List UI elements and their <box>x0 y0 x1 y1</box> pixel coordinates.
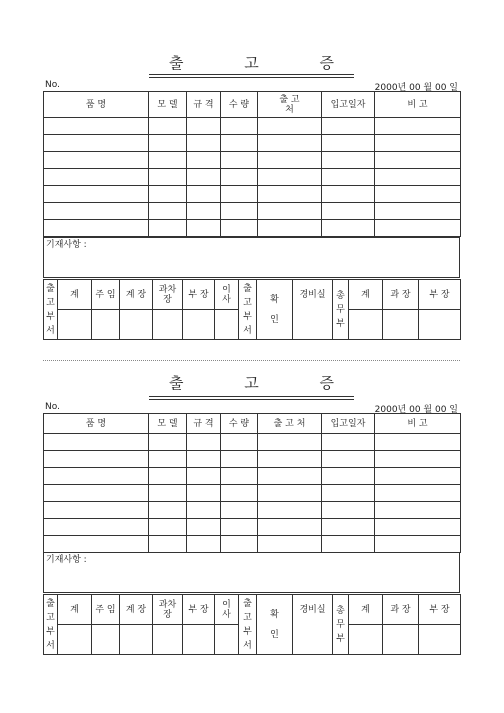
header-spec: 규 격 <box>187 92 221 118</box>
header-date: 입고일자 <box>322 92 375 118</box>
table-row[interactable] <box>44 152 461 169</box>
gen-team: 계 <box>349 595 383 625</box>
gen-section: 과 장 <box>383 280 419 310</box>
sign-cell[interactable] <box>183 625 215 655</box>
header-qty: 수 량 <box>221 92 258 118</box>
table-row[interactable] <box>44 434 461 451</box>
items-table <box>43 91 461 237</box>
approval-gwacha: 과차 장 <box>153 280 183 310</box>
sign-cell[interactable] <box>92 310 120 340</box>
header-item: 품 명 <box>44 414 149 434</box>
approval-director: 이 사 <box>215 595 239 625</box>
table-row[interactable] <box>44 536 461 553</box>
sign-cell[interactable] <box>383 625 419 655</box>
header-destination-line2: 처 <box>285 104 294 115</box>
gen-manager: 부 장 <box>419 595 461 625</box>
confirm-cell[interactable]: 확 인 <box>257 280 293 340</box>
title-underline <box>149 396 354 400</box>
approval-section: 계 장 <box>120 280 153 310</box>
approval-team: 계 <box>58 280 92 310</box>
approval-chief: 주 임 <box>92 280 120 310</box>
header-item: 품 명 <box>44 92 149 118</box>
sign-cell[interactable] <box>349 310 383 340</box>
sign-cell[interactable] <box>349 625 383 655</box>
approval-team: 계 <box>58 595 92 625</box>
table-row[interactable] <box>44 118 461 135</box>
remarks-box <box>43 552 460 593</box>
items-table <box>43 413 461 553</box>
date-text: 2000년 00 월 00 일 <box>374 83 458 93</box>
table-row[interactable] <box>44 468 461 485</box>
dept-label: 출 고 부 서 <box>44 280 58 340</box>
general-affairs-label: 총 무 부 <box>333 280 349 340</box>
remarks-label[interactable]: 기재사항 : <box>44 238 460 278</box>
confirm-cell[interactable]: 확 인 <box>257 595 293 655</box>
sign-cell[interactable] <box>120 310 153 340</box>
release-dept-label: 출 고 부 서 <box>239 595 257 655</box>
sign-cell[interactable] <box>153 310 183 340</box>
sign-cell[interactable] <box>215 625 239 655</box>
table-row[interactable] <box>44 135 461 152</box>
table-row[interactable] <box>44 451 461 468</box>
approval-manager: 부 장 <box>183 595 215 625</box>
number-label: No. <box>45 402 60 412</box>
remarks-label[interactable]: 기재사항 : <box>44 553 460 593</box>
header-spec: 규 격 <box>187 414 221 434</box>
table-row[interactable] <box>44 169 461 186</box>
approval-manager: 부 장 <box>183 280 215 310</box>
table-row[interactable] <box>44 220 461 237</box>
header-model: 모 델 <box>149 414 187 434</box>
header-note: 비 고 <box>375 92 461 118</box>
general-affairs-label: 총 무 부 <box>333 595 349 655</box>
header-qty: 수 량 <box>221 414 258 434</box>
sign-cell[interactable] <box>419 625 461 655</box>
approval-table <box>43 279 461 340</box>
sign-cell[interactable] <box>58 310 92 340</box>
security-office[interactable]: 경비실 <box>293 595 333 655</box>
remarks-box <box>43 237 460 278</box>
gen-team: 계 <box>349 280 383 310</box>
header-destination-line1: 출 고 <box>279 94 300 105</box>
sign-cell[interactable] <box>58 625 92 655</box>
approval-gwacha: 과차 장 <box>153 595 183 625</box>
cut-line <box>43 360 460 361</box>
table-header-row <box>44 92 461 118</box>
gen-section: 과 장 <box>383 595 419 625</box>
number-label: No. <box>45 80 60 90</box>
release-dept-label: 출 고 부 서 <box>239 280 257 340</box>
table-row[interactable] <box>44 186 461 203</box>
table-row[interactable] <box>44 502 461 519</box>
sign-cell[interactable] <box>92 625 120 655</box>
gen-manager: 부 장 <box>419 280 461 310</box>
sign-cell[interactable] <box>153 625 183 655</box>
approval-section: 계 장 <box>120 595 153 625</box>
date-text: 2000년 00 월 00 일 <box>374 405 458 415</box>
dept-label: 출 고 부 서 <box>44 595 58 655</box>
table-row[interactable] <box>44 485 461 502</box>
security-office[interactable]: 경비실 <box>293 280 333 340</box>
form-title: 출 고 증 <box>168 54 362 72</box>
approval-chief: 주 임 <box>92 595 120 625</box>
title-underline <box>149 74 354 78</box>
header-destination: 출 고 처 <box>258 414 322 434</box>
sign-cell[interactable] <box>215 310 239 340</box>
table-row[interactable] <box>44 519 461 536</box>
sign-cell[interactable] <box>120 625 153 655</box>
table-row[interactable] <box>44 203 461 220</box>
approval-table <box>43 594 461 655</box>
approval-director: 이 사 <box>215 280 239 310</box>
sign-cell[interactable] <box>419 310 461 340</box>
header-date: 입고일자 <box>322 414 375 434</box>
form-title: 출 고 증 <box>168 374 362 392</box>
sign-cell[interactable] <box>183 310 215 340</box>
header-destination <box>258 92 322 118</box>
table-header-row <box>44 414 461 434</box>
header-note: 비 고 <box>375 414 461 434</box>
sign-cell[interactable] <box>383 310 419 340</box>
header-model: 모 델 <box>149 92 187 118</box>
